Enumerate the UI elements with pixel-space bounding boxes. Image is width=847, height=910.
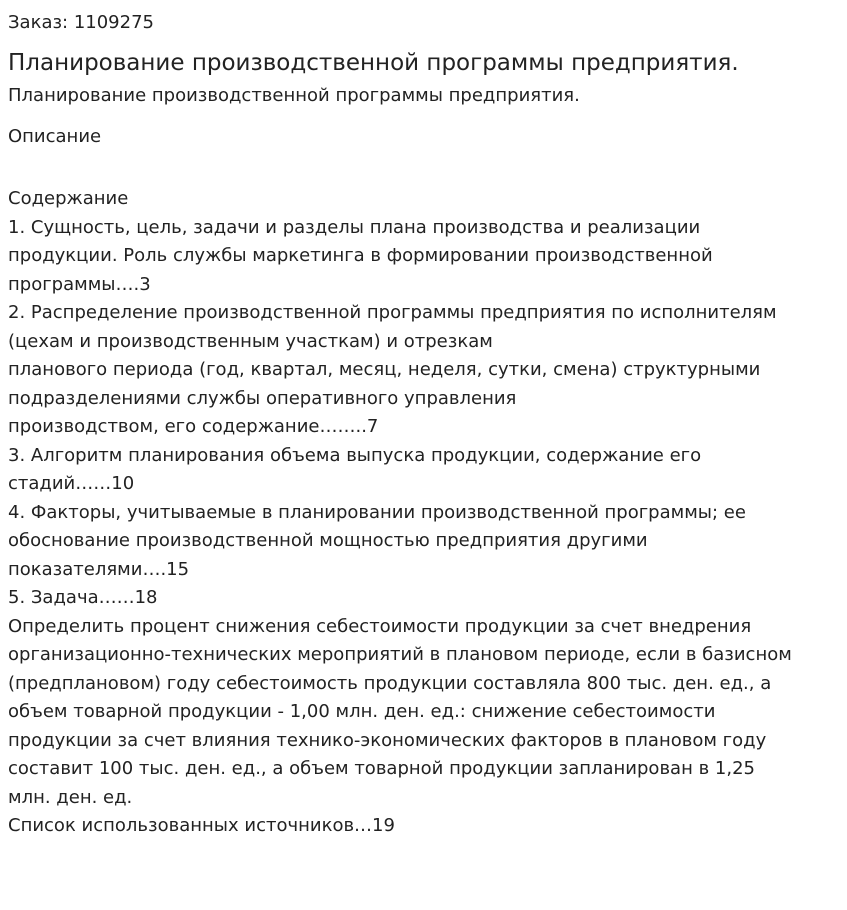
content-line: показателями….15: [8, 558, 190, 580]
description-label: Описание: [8, 126, 102, 147]
content-line: Определить процент снижения себестоимости продукции за счет внедрения: [8, 615, 752, 637]
content-line: 1. Сущность, цель, задачи и разделы плана производства и реализации: [8, 216, 701, 238]
content-line: составит 100 тыс. ден. ед., а объем товарной продукции запланирован в 1,25: [8, 758, 755, 779]
content-line: (предплановом) году себестоимость продукции составляла 800 тыс. ден. ед., а: [8, 672, 772, 694]
page-title: Планирование производственной программы предприятия.: [8, 50, 739, 76]
description-content: [8, 185, 839, 841]
content-line: 4. Факторы, учитываемые в планировании производственной программы; ее: [8, 501, 746, 523]
page-subtitle: Планирование производственной программы предприятия.: [8, 85, 580, 106]
order-number: Заказ: 1109275: [8, 12, 154, 33]
content-line: подразделениями службы оперативного управления: [8, 387, 517, 409]
content-line: обоснование производственной мощностью предприятия другими: [8, 530, 648, 551]
content-line: Содержание: [8, 188, 129, 209]
content-line: (цехам и производственным участкам) и отрезкам: [8, 330, 493, 352]
content-line: объем товарной продукции - 1,00 млн. ден. ед.: снижение себестоимости: [8, 701, 716, 722]
content-line: 3. Алгоритм планирования объема выпуска продукции, содержание его: [8, 444, 702, 466]
content-line: стадий……10: [8, 473, 135, 494]
content-line: продукции за счет влияния технико-экономических факторов в плановом году: [8, 729, 767, 751]
content-line: 2. Распределение производственной программы предприятия по исполнителям: [8, 302, 777, 323]
content-line: производством, его содержание……..7: [8, 416, 379, 437]
content-line: организационно-технических мероприятий в плановом периоде, если в базисном: [8, 644, 792, 665]
content-line: программы….3: [8, 273, 151, 295]
content-line: планового периода (год, квартал, месяц, неделя, сутки, смена) структурными: [8, 359, 761, 380]
content-line: Список использованных источников…19: [8, 815, 395, 836]
content-line: млн. ден. ед.: [8, 786, 133, 808]
content-line: 5. Задача……18: [8, 587, 158, 608]
content-line: продукции. Роль службы маркетинга в формировании производственной: [8, 245, 713, 266]
